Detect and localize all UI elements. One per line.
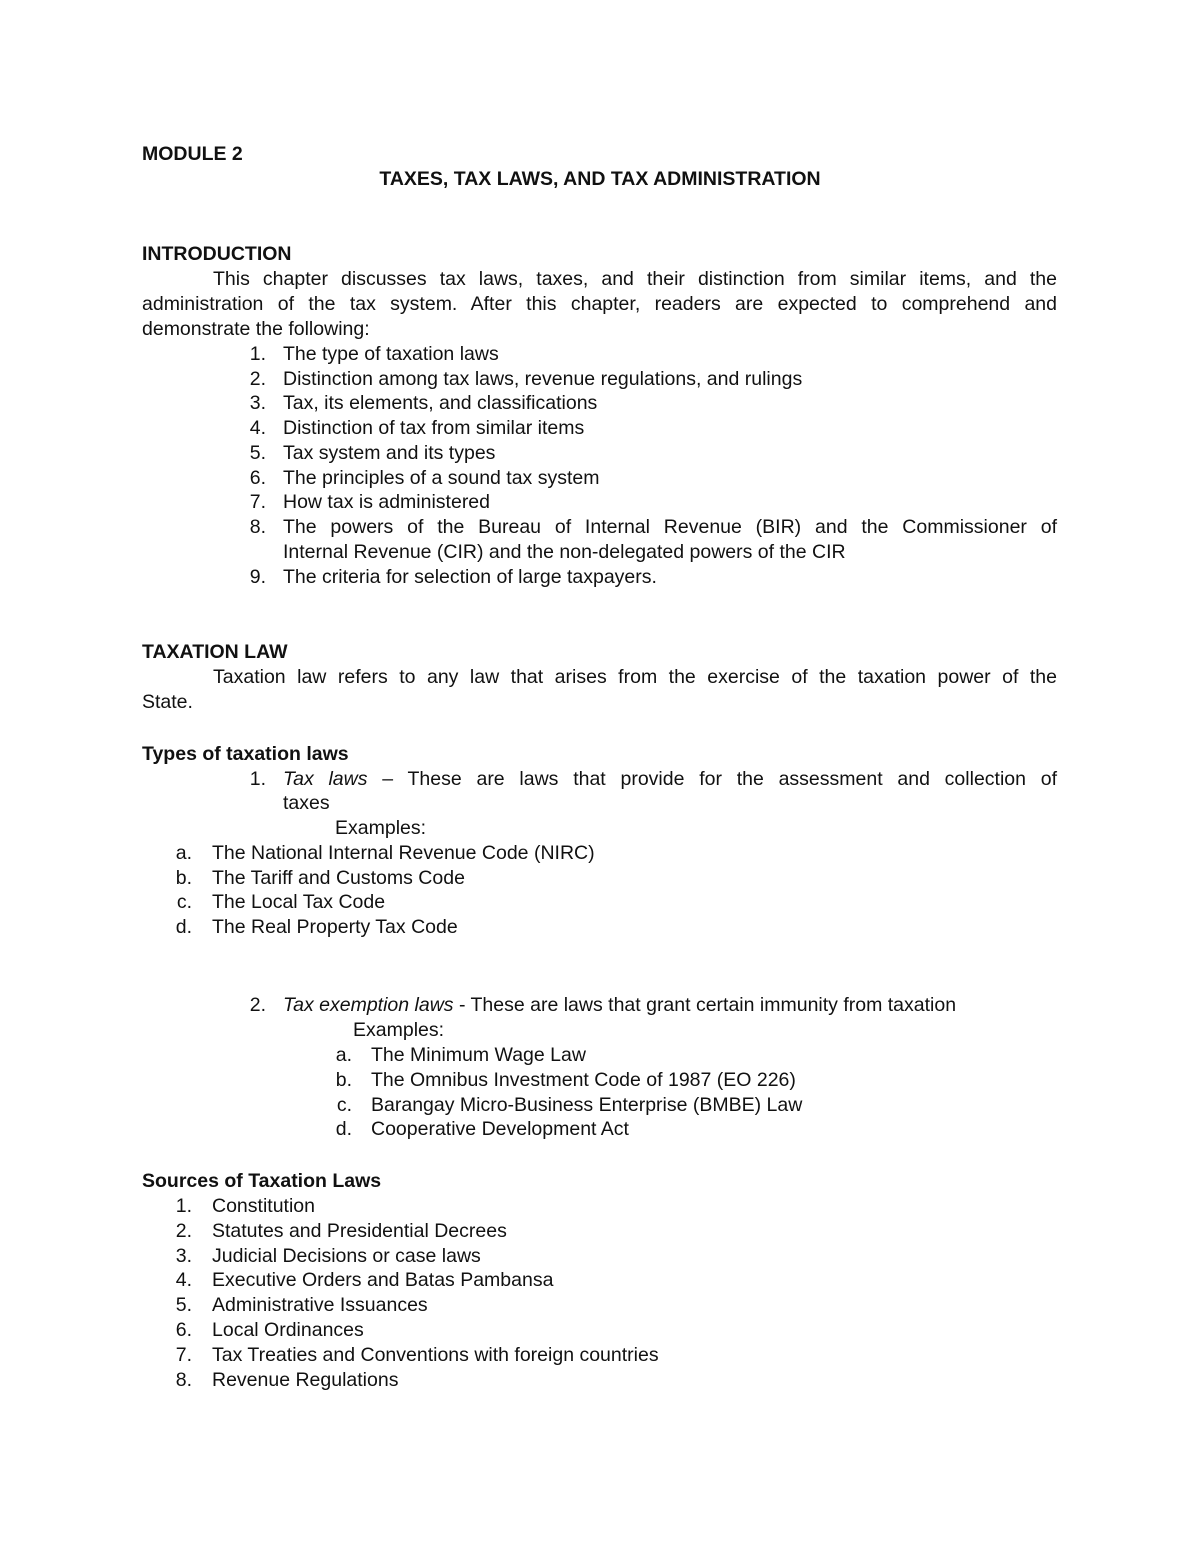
list-number: 1. [175, 1195, 192, 1217]
taxation-law-heading: TAXATION LAW [142, 641, 288, 663]
tax-laws-term: Tax laws [283, 768, 368, 790]
list-number: 6. [249, 467, 266, 489]
examples-label: Examples: [335, 817, 427, 839]
list-number: 2. [249, 994, 266, 1016]
list-number: 2. [175, 1220, 192, 1242]
list-item: The powers of the Bureau of Internal Revenue (BIR) and the Commissioner of [283, 516, 1057, 538]
document-title: TAXES, TAX LAWS, AND TAX ADMINISTRATION [379, 168, 821, 190]
list-item: Judicial Decisions or case laws [212, 1245, 481, 1267]
introduction-paragraph-line: demonstrate the following: [142, 318, 370, 340]
taxation-law-paragraph-line: Taxation law refers to any law that arises from the exercise of the taxation power of the [213, 666, 1057, 688]
list-item: The type of taxation laws [283, 343, 499, 365]
list-item: Constitution [212, 1195, 315, 1217]
types-heading: Types of taxation laws [142, 743, 349, 765]
example-item: Barangay Micro-Business Enterprise (BMBE) Law [371, 1094, 803, 1116]
list-item: The principles of a sound tax system [283, 467, 600, 489]
example-item: The Omnibus Investment Code of 1987 (EO 226) [371, 1069, 796, 1091]
list-number: 8. [175, 1369, 192, 1391]
example-item: Cooperative Development Act [371, 1118, 629, 1140]
introduction-paragraph-line: administration of the tax system. After this chapter, readers are expected to comprehend and [142, 293, 1057, 315]
list-letter: b. [175, 867, 192, 889]
list-number: 7. [175, 1344, 192, 1366]
list-letter: b. [335, 1069, 352, 1091]
taxation-law-paragraph-line: State. [142, 691, 193, 713]
list-number: 9. [249, 566, 266, 588]
list-item: Distinction among tax laws, revenue regulations, and rulings [283, 368, 803, 390]
list-letter: c. [336, 1094, 352, 1116]
list-letter: a. [335, 1044, 352, 1066]
list-item: Statutes and Presidential Decrees [212, 1220, 507, 1242]
tax-laws-description-continuation: taxes [283, 792, 330, 814]
tax-exemption-laws-definition [283, 993, 956, 1017]
list-item: Tax system and its types [283, 442, 496, 464]
list-item: Executive Orders and Batas Pambansa [212, 1269, 554, 1291]
tax-laws-description: – These are laws that provide for the assessment and collection of [367, 768, 1057, 790]
example-item: The Minimum Wage Law [371, 1044, 586, 1066]
sources-heading: Sources of Taxation Laws [142, 1170, 382, 1192]
list-item: The criteria for selection of large taxpayers. [283, 566, 657, 588]
tax-exemption-laws-term: Tax exemption laws [283, 994, 454, 1016]
list-letter: a. [175, 842, 192, 864]
list-item: Revenue Regulations [212, 1369, 399, 1391]
list-item-continuation: Internal Revenue (CIR) and the non-delegated powers of the CIR [283, 541, 846, 563]
list-number: 5. [175, 1294, 192, 1316]
list-number: 3. [249, 392, 266, 414]
list-number: 8. [249, 516, 266, 538]
module-label: MODULE 2 [142, 143, 243, 165]
tax-exemption-laws-description: - These are laws that grant certain immunity from taxation [453, 994, 957, 1016]
example-item: The Real Property Tax Code [212, 916, 458, 938]
list-item: Local Ordinances [212, 1319, 364, 1341]
list-number: 1. [249, 768, 266, 790]
list-number: 5. [249, 442, 266, 464]
list-item: Tax Treaties and Conventions with foreign countries [212, 1344, 659, 1366]
introduction-heading: INTRODUCTION [142, 243, 292, 265]
list-number: 7. [249, 491, 266, 513]
list-item: Tax, its elements, and classifications [283, 392, 598, 414]
list-number: 1. [249, 343, 266, 365]
examples-label: Examples: [353, 1019, 445, 1041]
list-letter: c. [176, 891, 192, 913]
list-number: 3. [175, 1245, 192, 1267]
list-item: Distinction of tax from similar items [283, 417, 585, 439]
list-number: 2. [249, 368, 266, 390]
list-number: 6. [175, 1319, 192, 1341]
example-item: The National Internal Revenue Code (NIRC) [212, 842, 595, 864]
tax-laws-definition [283, 767, 1057, 791]
example-item: The Tariff and Customs Code [212, 867, 465, 889]
list-letter: d. [335, 1118, 352, 1140]
list-item: Administrative Issuances [212, 1294, 428, 1316]
list-number: 4. [249, 417, 266, 439]
example-item: The Local Tax Code [212, 891, 386, 913]
list-number: 4. [175, 1269, 192, 1291]
list-item: How tax is administered [283, 491, 490, 513]
introduction-paragraph-line: This chapter discusses tax laws, taxes, and their distinction from similar items, and the [213, 268, 1057, 290]
list-letter: d. [175, 916, 192, 938]
